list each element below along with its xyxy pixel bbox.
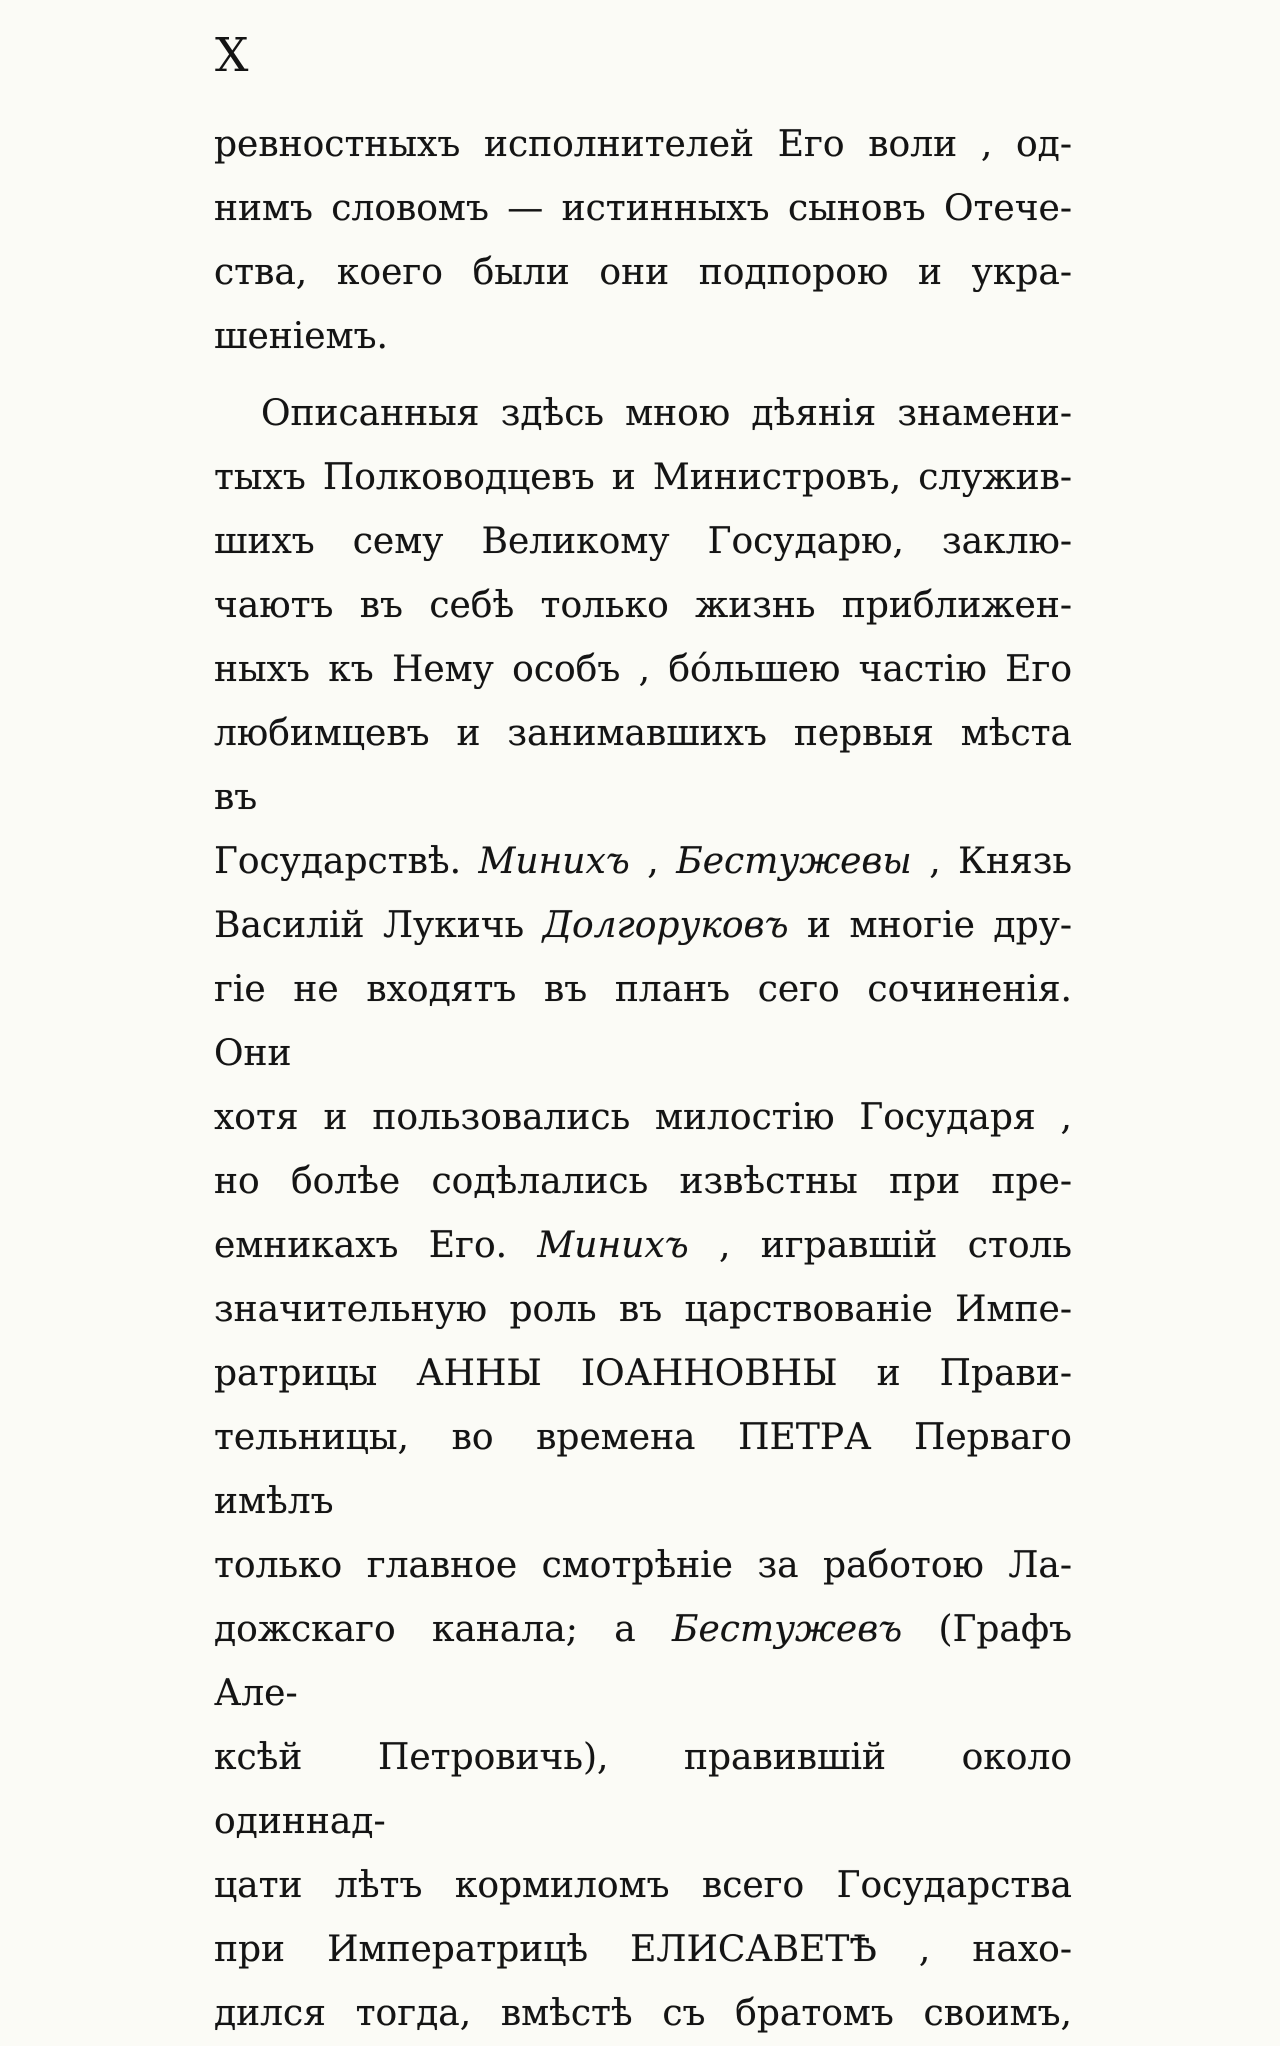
text-line [214, 830, 1072, 894]
text-line [214, 1918, 1072, 1982]
text-line [214, 113, 1072, 177]
text-segment: (Графъ Але- [214, 1609, 1072, 1714]
text-line [214, 241, 1072, 305]
text-segment: нимъ словомъ — истинныхъ сыновъ Отече- [214, 188, 1072, 229]
text-segment: шеніемъ. [214, 316, 388, 357]
paragraph [214, 382, 1072, 2046]
page-number: X [215, 28, 250, 83]
text-line [214, 1086, 1072, 1150]
text-segment: при Императрицѣ ЕЛИСАВЕТѢ , нахо- [214, 1929, 1072, 1970]
text-segment: ревностныхъ исполнителей Его воли , од- [214, 124, 1072, 165]
text-line [214, 1726, 1072, 1854]
text-line [214, 177, 1072, 241]
text-line [214, 1598, 1072, 1726]
text-line [214, 1214, 1072, 1278]
text-segment: значительную роль въ царствованіе Импе- [214, 1289, 1072, 1330]
text-segment: гіе не входятъ въ планъ сего сочиненія. Они [214, 969, 1072, 1074]
italic-name-text: Минихъ [537, 1225, 689, 1266]
text-segment: , игравшій столь [688, 1225, 1072, 1266]
text-segment: ксѣй Петровичь), правившій около одиннад- [214, 1737, 1072, 1842]
text-segment: цати лѣтъ кормиломъ всего Государства [214, 1865, 1072, 1906]
text-line [214, 958, 1072, 1086]
text-line [214, 574, 1072, 638]
text-line [214, 1278, 1072, 1342]
text-line [214, 1982, 1072, 2046]
text-segment: шихъ сему Великому Государю, заклю- [214, 521, 1072, 562]
text-line [214, 382, 1072, 446]
text-line [214, 1150, 1072, 1214]
paragraph [214, 113, 1072, 369]
text-segment: дился тогда, вмѣстѣ съ братомъ своимъ, [214, 1993, 1072, 2034]
text-segment: ства, коего были они подпорою и укра- [214, 252, 1072, 293]
text-segment: емникахъ Его. [214, 1225, 538, 1266]
text-segment: и многіе дру- [788, 905, 1072, 946]
text-line [214, 638, 1072, 702]
text-segment: хотя и пользовались милостію Государя , [214, 1097, 1072, 1138]
text-line [214, 1534, 1072, 1598]
text-segment: только главное смотрѣніе за работою Ла- [214, 1545, 1072, 1586]
text-segment: ратрицы АННЫ ІОАННОВНЫ и Прави- [214, 1353, 1072, 1394]
text-line [214, 446, 1072, 510]
italic-name-text: Минихъ [478, 841, 630, 882]
text-segment: чаютъ въ себѣ только жизнь приближен- [214, 585, 1072, 626]
text-segment: ныхъ къ Нему особъ , бо́льшею частію Его [214, 649, 1072, 690]
text-segment: тыхъ Полководцевъ и Министровъ, служив- [214, 457, 1072, 498]
text-segment: Описанныя здѣсь мною дѣянія знамени- [261, 393, 1072, 434]
text-line [214, 1342, 1072, 1406]
text-segment: но болѣе содѣлались извѣстны при пре- [214, 1161, 1072, 1202]
text-block [214, 113, 1072, 2046]
text-segment: , Князь [911, 841, 1072, 882]
italic-name-text: Долгоруковъ [542, 905, 789, 946]
text-segment: любимцевъ и занимавшихъ первыя мѣста въ [214, 713, 1072, 818]
text-line [214, 1406, 1072, 1534]
text-line [214, 1854, 1072, 1918]
text-line [214, 702, 1072, 830]
text-segment: Василій Лукичь [214, 905, 543, 946]
italic-name-text: Бестужевы [676, 841, 912, 882]
text-segment: дожскаго канала; а [214, 1609, 673, 1650]
text-segment: тельницы, во времена ПЕТРА Перваго имѣлъ [214, 1417, 1072, 1522]
italic-name-text: Бестужевъ [672, 1609, 903, 1650]
text-line [214, 510, 1072, 574]
text-line [214, 894, 1072, 958]
text-segment: , [629, 841, 677, 882]
text-segment: Государствѣ. [214, 841, 479, 882]
text-line [214, 305, 1072, 369]
